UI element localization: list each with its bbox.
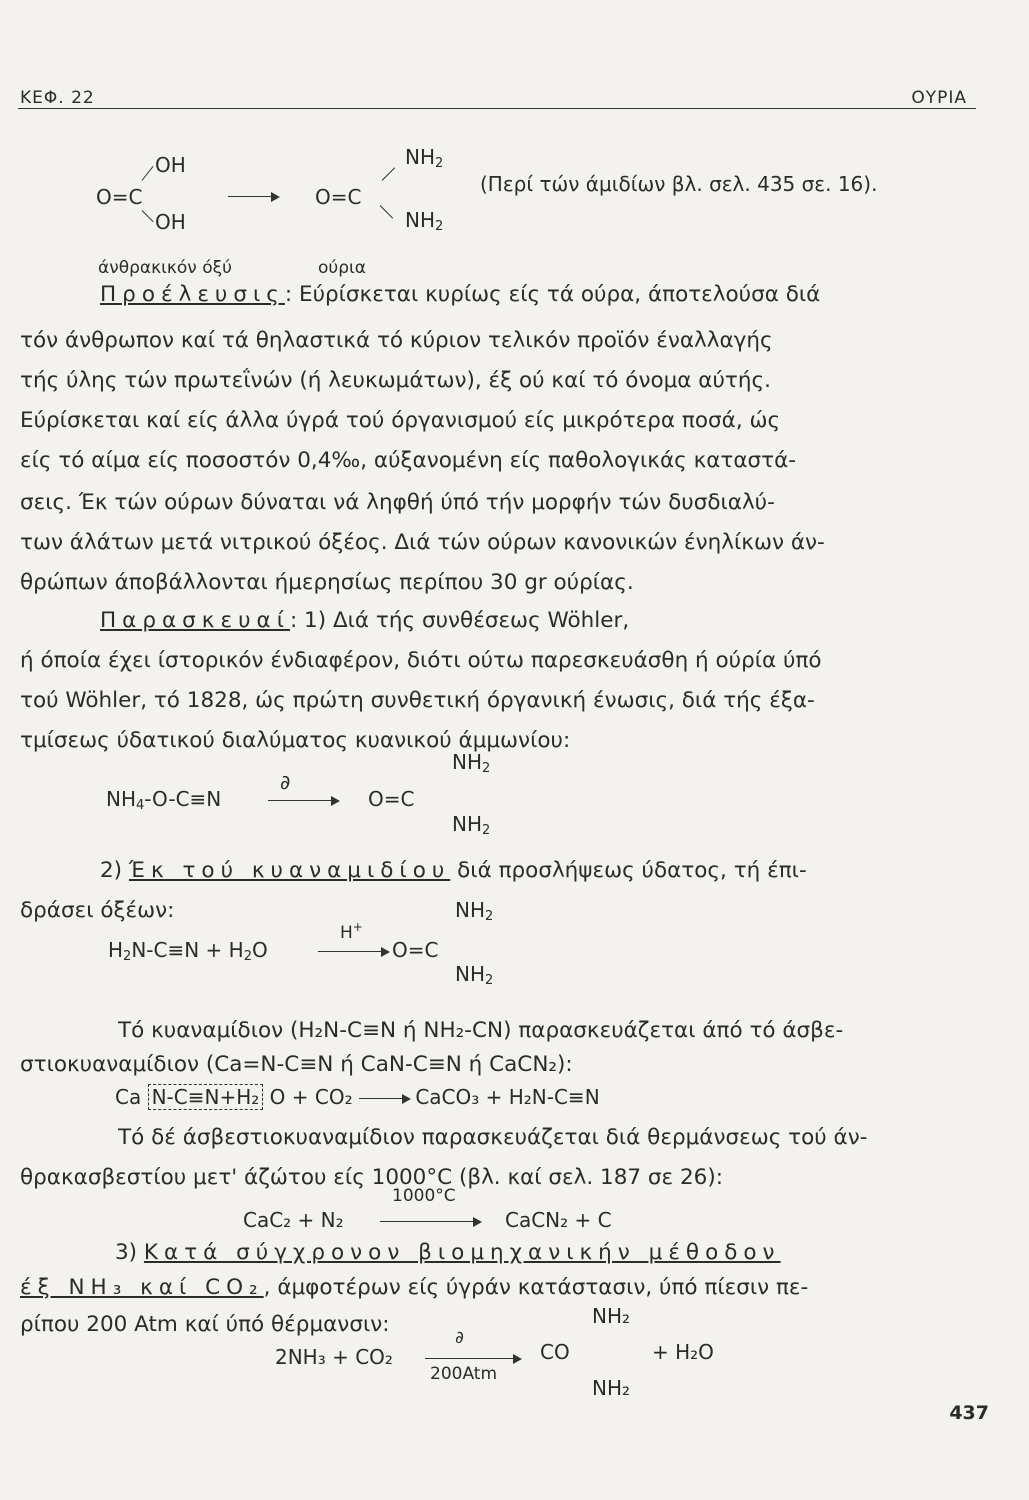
text-line: Παρασκευαί: 1) Διά τής συνθέσεως Wöhler,: [100, 608, 630, 633]
reaction1-nh2-top: $NH_2$: [452, 750, 491, 776]
reaction2-product: O=C: [392, 938, 439, 962]
reaction2-arrow: [318, 938, 388, 962]
reaction5-reactants: 2NH₃ + CO₂: [275, 1345, 393, 1369]
acid-name: άνθρακικόν όξύ: [98, 258, 232, 278]
reaction1-condition: ∂: [280, 770, 291, 794]
text-line: είς τό αίμα είς ποσοστόν 0,4‰, αύξανομένη είς παθολογικάς καταστά-: [20, 448, 797, 473]
text-line: θρώπων άποβάλλονται ήμερησίως περίπου 30 gr ούρίας.: [20, 570, 634, 595]
urea-nh2-bottom: $NH_2$: [405, 208, 444, 234]
reaction4-products: CaCN₂ + C: [505, 1208, 612, 1232]
text-line: ή όποία έχει ίστορικόν ένδιαφέρον, διότι ούτω παρεσκευάσθη ή ούρία ύπό: [20, 648, 822, 673]
reaction3: Ca N-C≡N+H₂ O + CO₂ CaCO₃ + H₂N-C≡N: [115, 1085, 600, 1109]
reaction1-arrow: [268, 787, 338, 811]
urea-nh2-top: $NH_2$: [405, 145, 444, 171]
text-line: 2) Έκ τού κυαναμιδίου διά προσλήψεως ύδατος, τή έπι-: [100, 858, 807, 883]
text-line: τόν άνθρωπον καί τά θηλαστικά τό κύριον τελικόν προϊόν έναλλαγής: [20, 328, 773, 353]
reaction2-nh2-bottom: $NH_2$: [455, 962, 494, 988]
page-number: 437: [949, 1402, 989, 1424]
bond: [142, 166, 154, 181]
reference-note: (Περί τών άμιδίων βλ. σελ. 435 σε. 16).: [480, 172, 878, 196]
reaction2-reactant: $H_2N-C\equiv N + H_2O$: [108, 938, 268, 964]
acid-oh-bottom: OH: [155, 210, 186, 234]
reaction2-nh2-top: $NH_2$: [455, 898, 494, 924]
text-line: Προέλευσις: Εύρίσκεται κυρίως είς τά ούρα, άποτελούσα διά: [100, 282, 821, 307]
reaction5-byproduct: + H₂O: [652, 1340, 714, 1364]
reaction5-center: CO: [540, 1340, 570, 1364]
urea-name: ούρια: [318, 258, 366, 278]
text-line: έξ NH₃ καί CO₂, άμφοτέρων είς ύγράν κατάστασιν, ύπό πίεσιν πε-: [20, 1275, 809, 1300]
chapter-label: ΚΕΦ. 22: [20, 88, 95, 108]
reaction-arrow: [228, 183, 278, 207]
header-rule: [18, 108, 976, 109]
urea-core: O=C: [315, 185, 362, 209]
acid-oh-top: OH: [155, 153, 186, 177]
reaction4-condition: 1000°C: [392, 1186, 456, 1206]
reaction4-arrow: [380, 1208, 480, 1232]
acid-core: O=C: [96, 185, 143, 209]
text-line: 3) Κατά σύγχρονον βιομηχανικήν μέθοδον: [115, 1240, 781, 1265]
reaction4-reactants: CaC₂ + N₂: [243, 1208, 344, 1232]
text-line: σεις. Έκ τών ούρων δύναται νά ληφθή ύπό τήν μορφήν τών δυσδιαλύ-: [20, 490, 775, 515]
reaction5-nh2-top: NH₂: [592, 1304, 631, 1328]
text-line: τής ύλης τών πρωτεΐνών (ή λευκωμάτων), έξ ού καί τό όνομα αύτής.: [20, 368, 771, 393]
reaction1-reactant: $NH_4-O-C\equiv N$: [106, 787, 222, 813]
running-title: ΟΥΡΙΑ: [911, 88, 967, 108]
text-line: Τό δέ άσβεστιοκυαναμίδιον παρασκευάζεται διά θερμάνσεως τού άν-: [118, 1125, 868, 1150]
reaction1-nh2-bottom: $NH_2$: [452, 812, 491, 838]
reaction5-condition-bottom: 200Atm: [430, 1364, 498, 1384]
text-line: των άλάτων μετά νιτρικού όξέος. Διά τών ούρων κανονικών ένηλίκων άν-: [20, 530, 825, 555]
text-line: τμίσεως ύδατικού διαλύματος κυανικού άμμωνίου:: [20, 728, 571, 753]
text-line: ρίπου 200 Atm καί ύπό θέρμανσιν:: [20, 1312, 390, 1337]
text-line: τού Wöhler, τό 1828, ώς πρώτη συνθετική όργανική ένωσις, διά τής έξα-: [20, 688, 815, 713]
reaction5-nh2-bottom: NH₂: [592, 1376, 631, 1400]
bond: [380, 205, 393, 218]
bond: [142, 210, 154, 222]
reaction5-condition-top: ∂: [455, 1328, 464, 1348]
text-line: Τό κυαναμίδιον (H₂N-C≡N ή NH₂-CN) παρασκευάζεται άπό τό άσβε-: [118, 1018, 844, 1043]
bond: [382, 167, 395, 180]
text-line: δράσει όξέων:: [20, 898, 175, 923]
reaction2-condition: H+: [340, 920, 363, 943]
text-line: στιοκυαναμίδιον (Ca=N-C≡N ή CaN-C≡N ή CaCN₂):: [20, 1052, 573, 1077]
reaction1-product: O=C: [368, 787, 415, 811]
text-line: θρακασβεστίου μετ' άζώτου είς 1000°C (βλ. καί σελ. 187 σε 26):: [20, 1165, 723, 1190]
text-line: Εύρίσκεται καί είς άλλα ύγρά τού όργανισμού είς μικρότερα ποσά, ώς: [20, 408, 781, 433]
